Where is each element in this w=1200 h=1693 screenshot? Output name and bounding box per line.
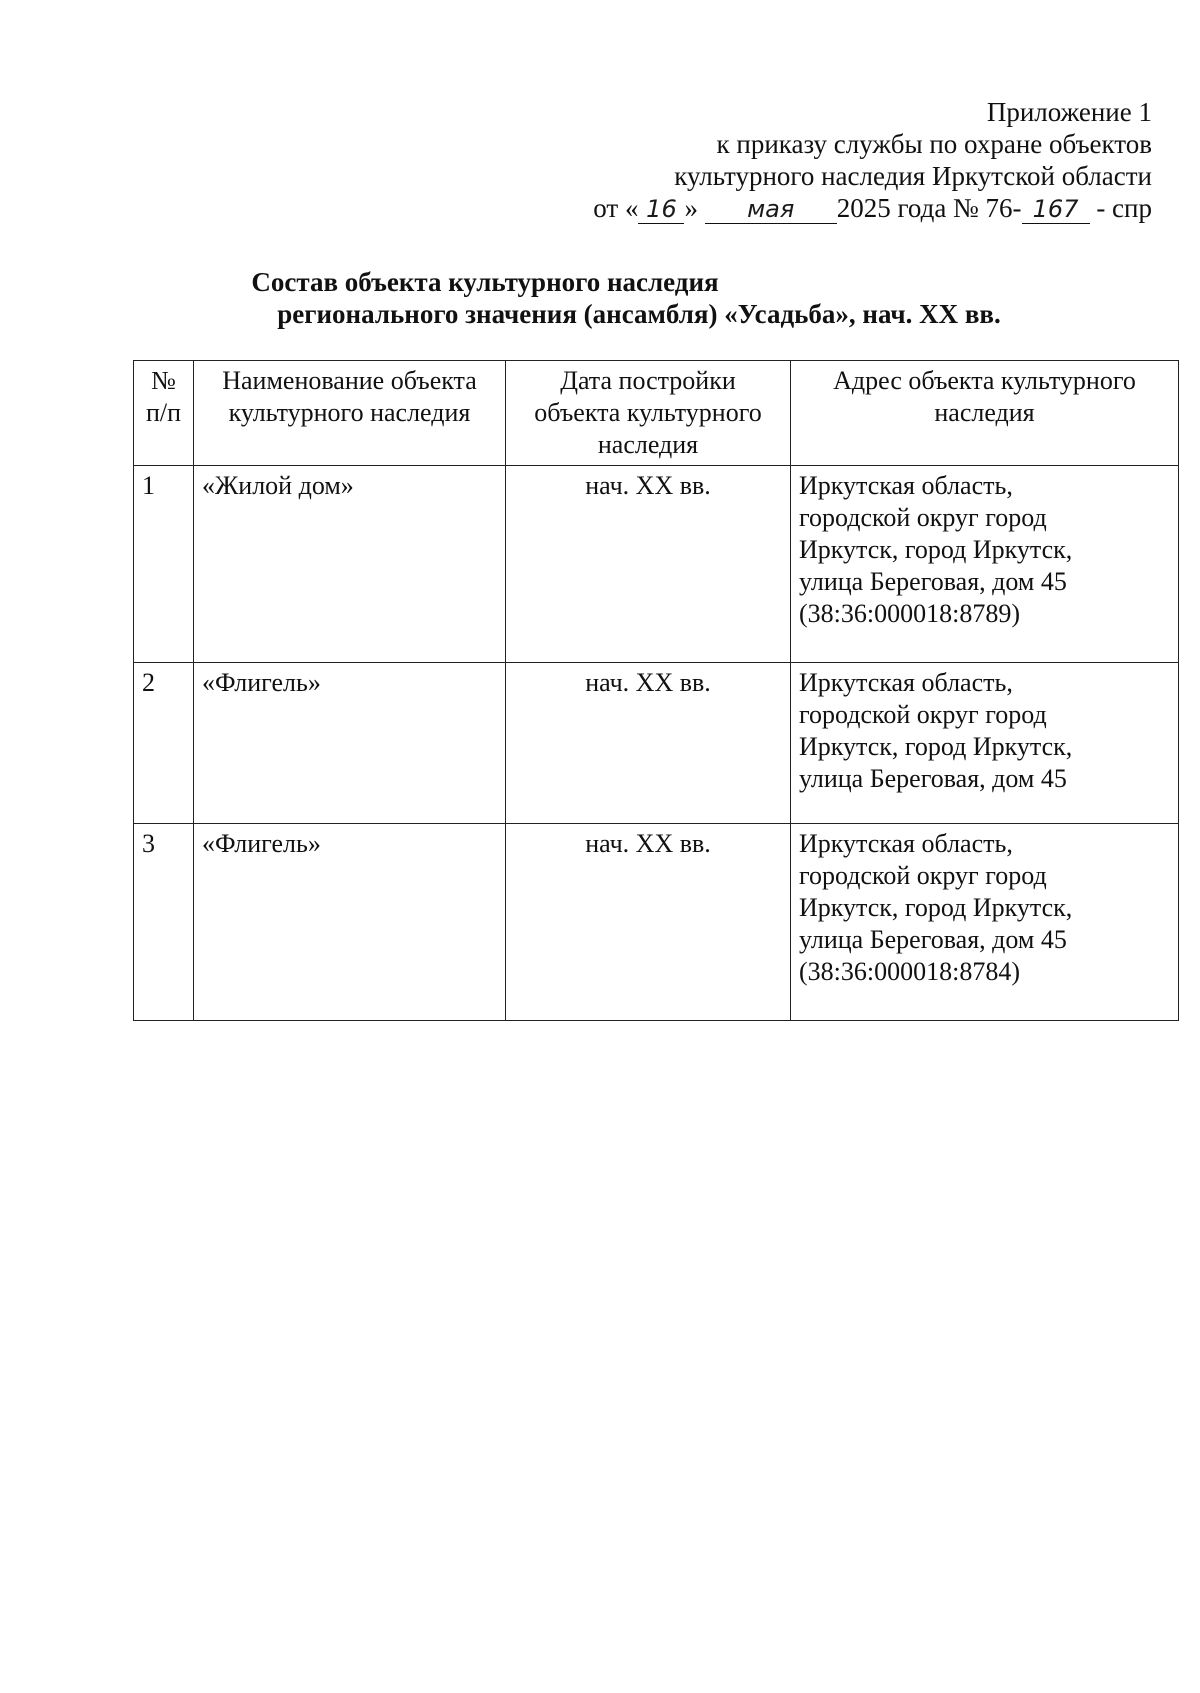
- appendix-authority: культурного наследия Иркутской области: [674, 161, 1152, 191]
- year-text: 2025 года № 76-: [836, 193, 1022, 223]
- row-number: 2: [134, 663, 194, 824]
- date-mid: »: [684, 193, 698, 223]
- table-row: [134, 663, 1179, 824]
- order-suffix: - спр: [1096, 193, 1152, 223]
- row-address: Иркутская область, городской округ город Иркутск, город Иркутск, улица Береговая, дом 45: [791, 663, 1179, 824]
- handwritten-month: мая: [705, 195, 837, 224]
- row-date: нач. XX вв.: [506, 663, 791, 824]
- row-address: Иркутская область, городской округ город Иркутск, город Иркутск, улица Береговая, дом 45 (38:36:000018:8784): [791, 824, 1179, 1021]
- row-date: нач. XX вв.: [506, 466, 791, 663]
- row-name: «Флигель»: [194, 663, 506, 824]
- document-title: [0, 266, 1200, 330]
- row-number: 1: [134, 466, 194, 663]
- title-line-2: регионального значения (ансамбля) «Усадьба», нач. XX вв.: [277, 299, 1001, 329]
- appendix-order-ref: к приказу службы по охране объектов: [716, 129, 1152, 159]
- title-line-1: Состав объекта культурного наследия: [251, 267, 719, 297]
- table-header-row: [134, 361, 1179, 466]
- date-prefix: от «: [593, 193, 639, 223]
- header-date: Дата постройки объекта культурного наследия: [506, 361, 791, 466]
- composition-table: [133, 360, 1179, 1021]
- handwritten-day: 16: [638, 195, 684, 224]
- appendix-header: [452, 96, 1152, 224]
- header-name: Наименование объекта культурного наследия: [194, 361, 506, 466]
- row-number: 3: [134, 824, 194, 1021]
- appendix-date-line: [452, 192, 1152, 224]
- appendix-title: Приложение 1: [986, 97, 1152, 127]
- row-name: «Жилой дом»: [194, 466, 506, 663]
- row-address: Иркутская область, городской округ город Иркутск, город Иркутск, улица Береговая, дом 45 (38:36:000018:8789): [791, 466, 1179, 663]
- header-number: № п/п: [134, 361, 194, 466]
- table-row: [134, 824, 1179, 1021]
- header-address: Адрес объекта культурного наследия: [791, 361, 1179, 466]
- row-name: «Флигель»: [194, 824, 506, 1021]
- handwritten-order-number: 167: [1022, 195, 1090, 224]
- table-row: [134, 466, 1179, 663]
- row-date: нач. XX вв.: [506, 824, 791, 1021]
